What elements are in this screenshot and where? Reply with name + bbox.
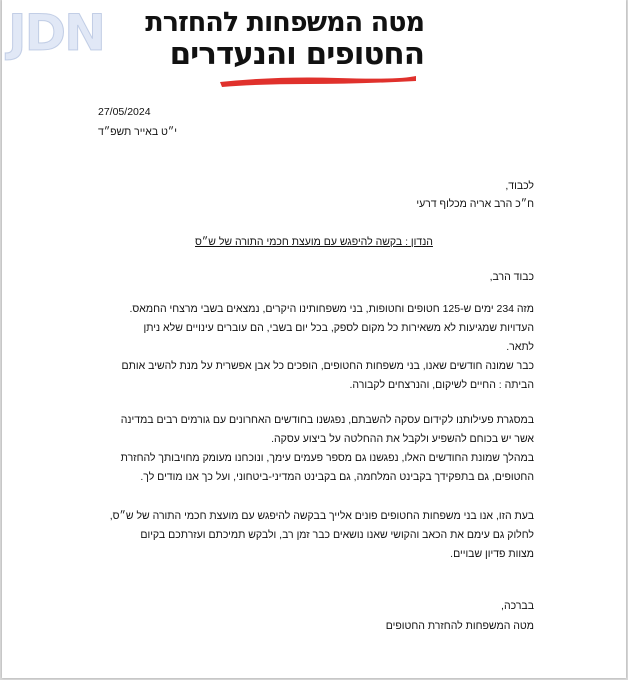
logo-line-1: מטה המשפחות להחזרת <box>145 7 424 38</box>
letter-paragraph-1 <box>94 300 534 395</box>
letter-paragraph-3 <box>94 507 534 564</box>
letter-paragraph-2 <box>94 411 534 487</box>
letter-hebrew-date: י״ט באייר תשפ״ד <box>98 126 177 138</box>
paragraph-line: במסגרת פעילותנו לקידום עסקה להשבתם, נפגשנו בחודשים האחרונים עם גורמים רבים במדינה <box>120 414 534 426</box>
letter-page <box>2 0 626 678</box>
paragraph-line: העדויות שמגיעות לא משאירות כל מקום לספק, בכל יום בשבי, הם עוברים עינויים שלא ניתן <box>143 322 534 334</box>
letter-salutation: כבוד הרב, <box>489 271 534 283</box>
paragraph-line: לחלוק גם עימם את הכאב והקושי שאנו נושאים כבר זמן רב, ולבקש תמיכתם ועזרתכם בקיום <box>140 529 534 541</box>
letter-subject: הנדון : בקשה להיפגש עם מועצת חכמי התורה של ש״ס <box>195 236 433 248</box>
paragraph-line: מצוות פדיון שבויים. <box>450 548 534 560</box>
paragraph-line: מזה 234 ימים ש-125 חטופים וחטופות, בני משפחותינו היקרים, נמצאים בשבי מרצחי החמאס. <box>129 303 534 315</box>
logo-line-2: החטופים והנעדרים <box>169 36 424 72</box>
letter-date: 27/05/2024 <box>98 106 151 118</box>
letter-to-line: לכבוד, <box>505 180 534 192</box>
paragraph-line: החטופים, גם בתפקידך בקבינט המלחמה, גם בקבינט המדיני-ביטחוני, ועל כך אנו מודים לך. <box>140 471 534 483</box>
watermark-logo: JDN <box>8 4 104 62</box>
paragraph-line: אשר יש בכוחם להשפיע ולקבל את ההחלטה על ביצוע עסקה. <box>271 433 534 445</box>
paragraph-line: בעת הזו, אנו בני משפחות החטופים פונים אלייך בבקשה להיפגש עם מועצת חכמי התורה של ש״ס, <box>109 510 534 522</box>
organization-logo <box>145 7 424 94</box>
paragraph-line: לתאר. <box>506 341 534 353</box>
paragraph-line: כבר שמונה חודשים שאנו, בני משפחות החטופים, הופכים כל אבן אפשרית על מנת להשיב אותם <box>121 360 534 372</box>
logo-red-brush-stroke <box>218 72 418 88</box>
paragraph-line: במהלך שמונת החודשים האלו, נפגשנו גם מספר פעמים עימך, ונוכחנו מעומק מחויבותך להחזרת <box>120 452 534 464</box>
letter-recipient: ח״כ הרב אריה מכלוף דרעי <box>416 198 534 210</box>
paragraph-line: הביתה : החיים לשיקום, והנרצחים לקבורה. <box>349 379 534 391</box>
letter-closing: בברכה, <box>501 600 534 612</box>
letter-signature: מטה המשפחות להחזרת החטופים <box>385 620 534 632</box>
